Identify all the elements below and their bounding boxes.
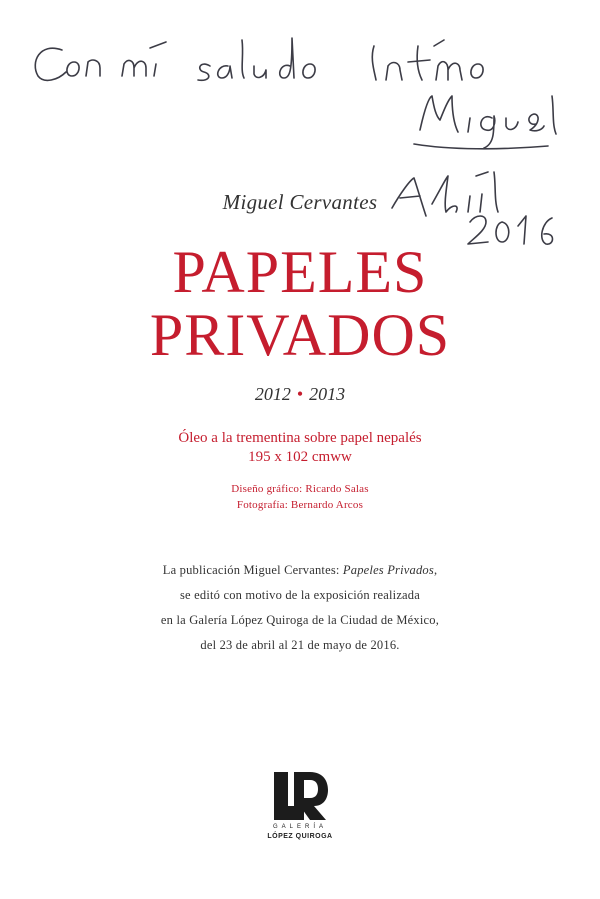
logo-subtitle-galeria: GALERÍA xyxy=(272,824,327,830)
colophon-line-1-suffix: , xyxy=(433,563,438,577)
technique-line-2: 195 x 102 cmww xyxy=(248,449,352,465)
colophon-line-3: en la Galería López Quiroga de la Ciudad de México, xyxy=(160,613,440,627)
design-credit: Diseño gráfico: Ricardo Salas xyxy=(231,483,369,495)
colophon-line-4: del 23 de abril al 21 de mayo de 2016. xyxy=(200,638,400,652)
handwritten-inscription xyxy=(0,0,600,270)
title-line-2: PRIVADOS xyxy=(149,302,451,368)
colophon-line-2: se editó con motivo de la exposición realizada xyxy=(179,588,421,602)
colophon-line-1-italic: Papeles Privados xyxy=(342,563,434,577)
author-name: Miguel Cervantes xyxy=(222,190,378,214)
photo-credit: Fotografía: Bernardo Arcos xyxy=(236,499,364,511)
technique-line-1: Óleo a la trementina sobre papel nepalés xyxy=(178,430,422,446)
years xyxy=(0,384,600,405)
bullet-separator: • xyxy=(296,384,304,404)
title-line-1: PAPELES xyxy=(172,239,428,305)
colophon-line-1-prefix: La publicación Miguel Cervantes: xyxy=(162,563,343,577)
year-end: 2013 xyxy=(309,384,346,404)
colophon-line-1 xyxy=(0,558,600,583)
logo-subtitle-name: LÓPEZ QUIROGA xyxy=(267,833,333,840)
year-start: 2012 xyxy=(254,384,291,404)
colophon xyxy=(0,558,600,658)
